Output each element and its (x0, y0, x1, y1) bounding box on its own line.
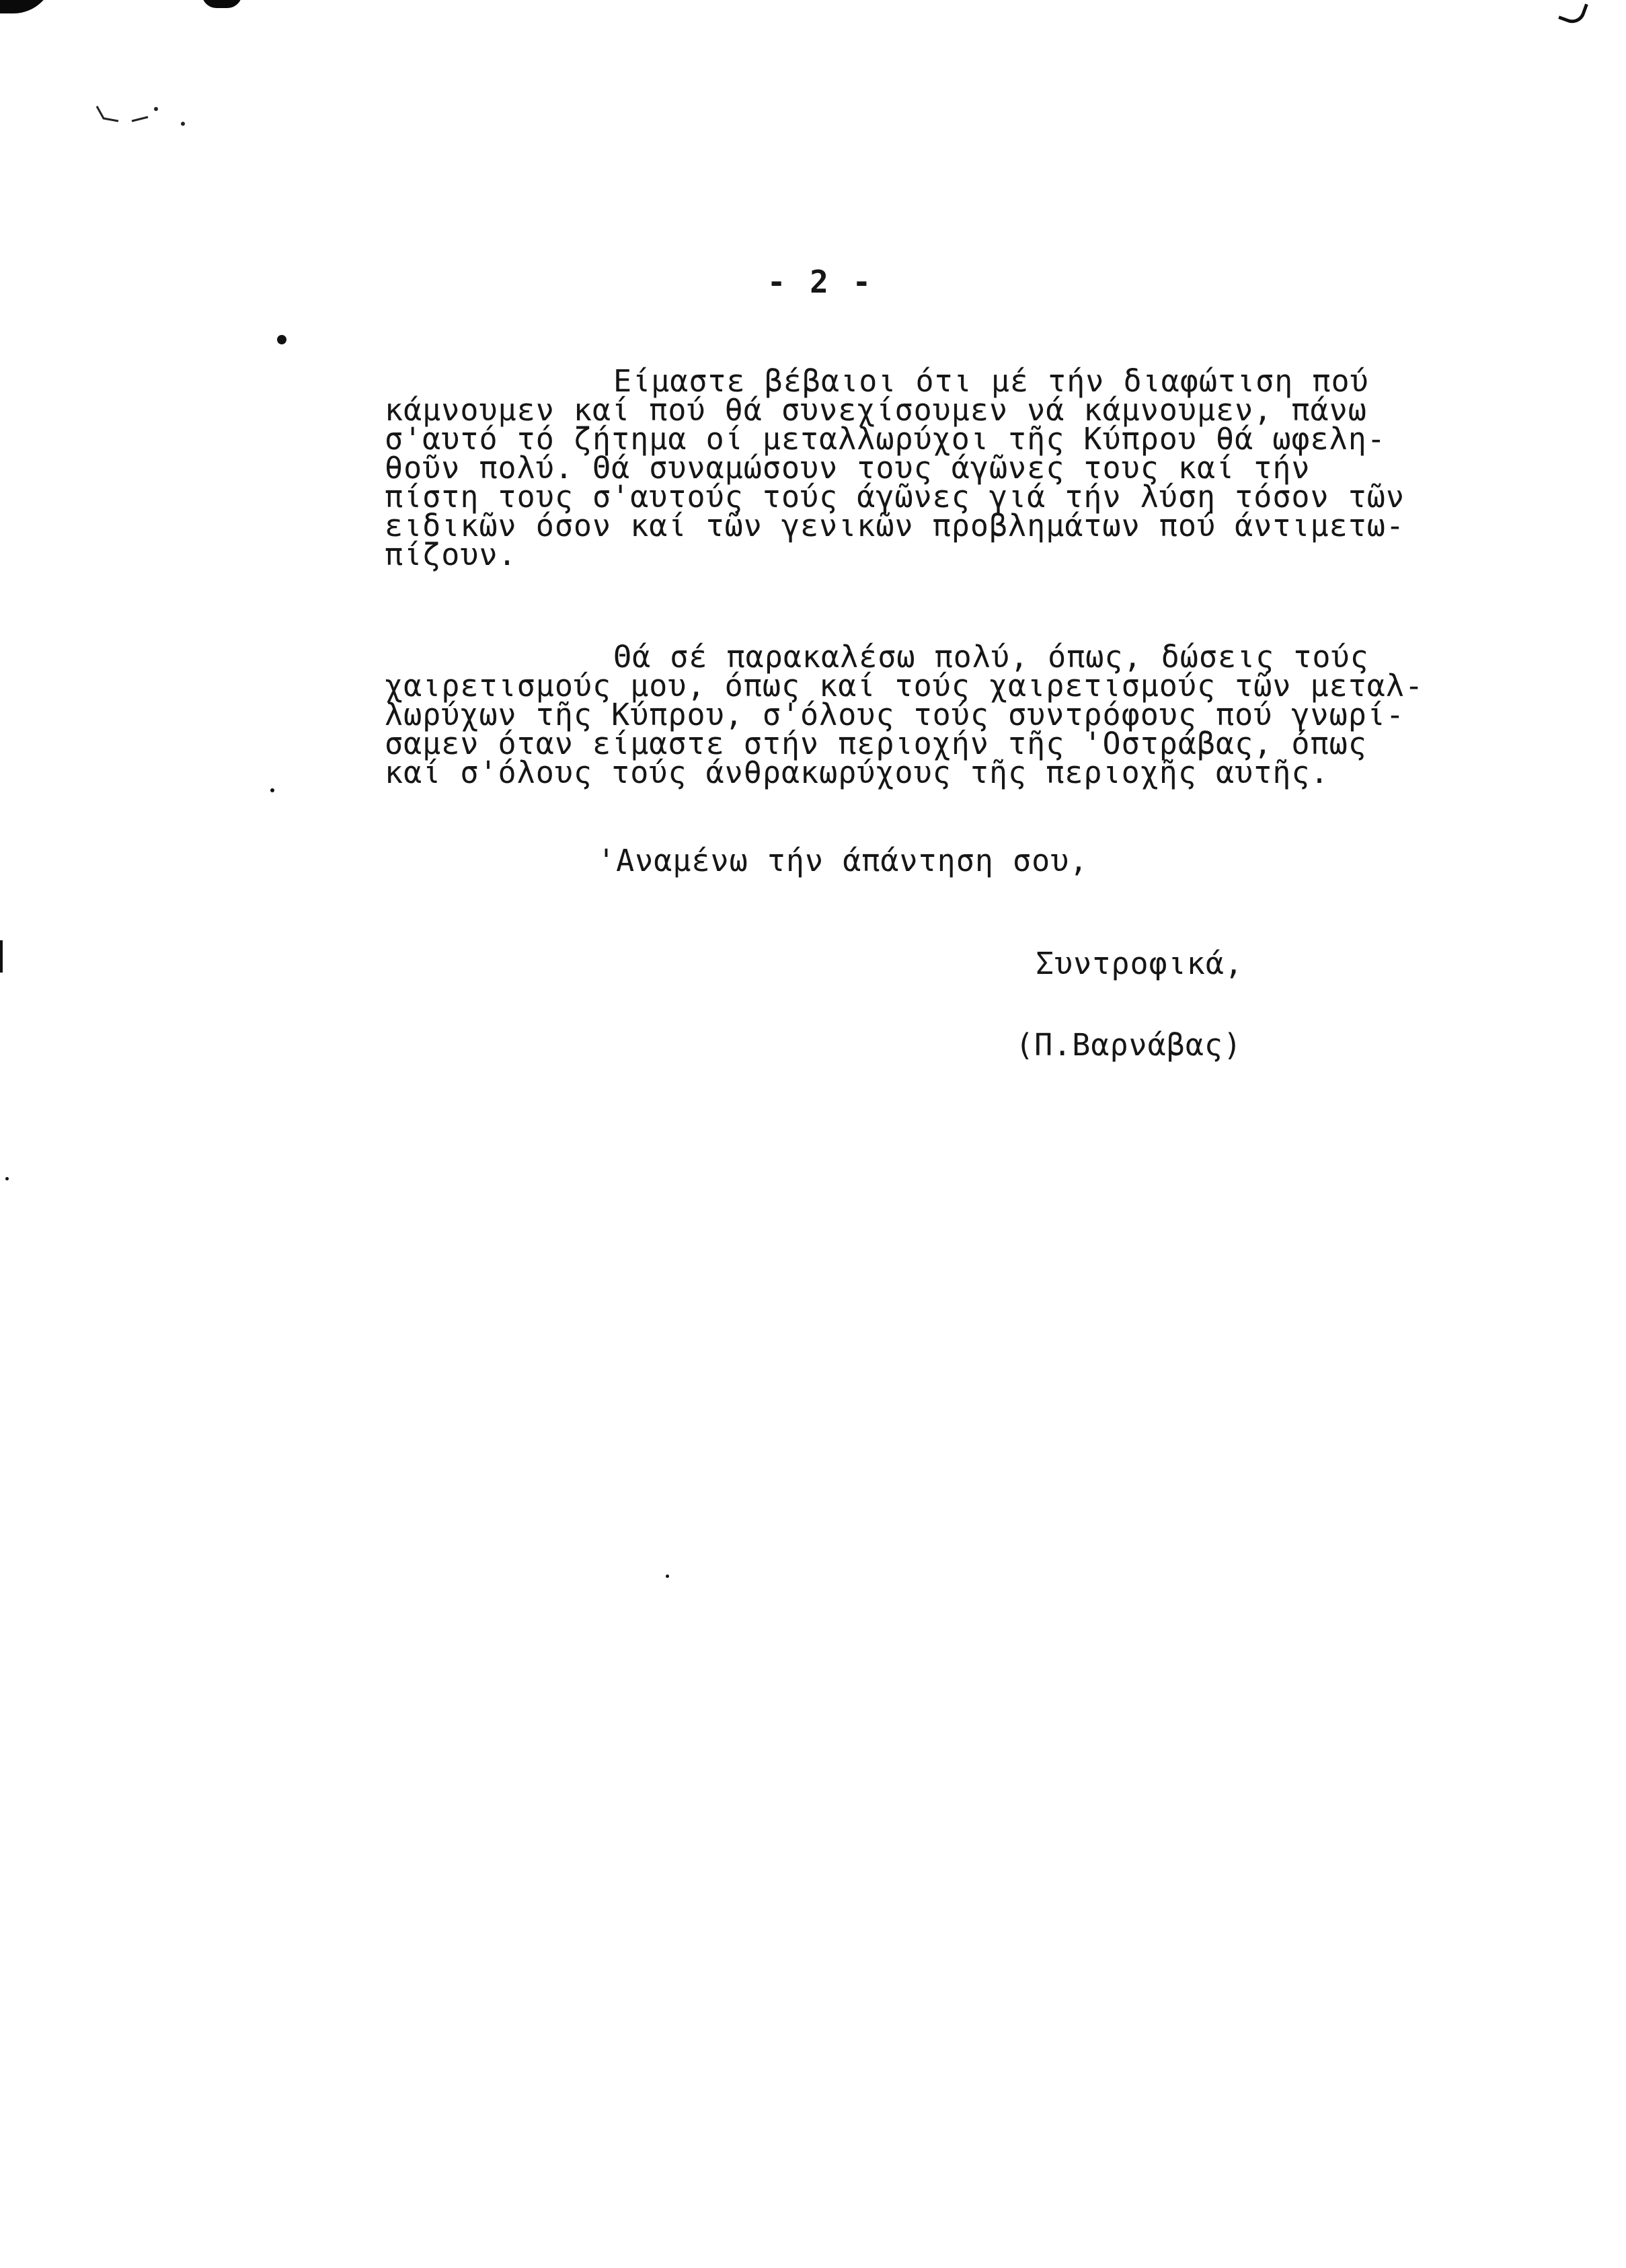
text-line: πίζουν. (385, 537, 517, 572)
closing-request: 'Αναμένω τήν άπάντηση σου, (597, 843, 1089, 878)
sign-off: Συντροφικά, (1036, 946, 1244, 981)
scan-dot (270, 788, 274, 792)
paragraph-2 (385, 639, 1521, 790)
text-line: καί σ'όλους τούς άνθρακωρύχους τῆς περιοχῆς αυτῆς. (385, 755, 1329, 790)
scan-dot (277, 335, 286, 344)
text-line: πίστη τους σ'αυτούς τούς άγῶνες γιά τήν λύση τόσον τῶν (385, 479, 1405, 515)
text-line: λωρύχων τῆς Κύπρου, σ'όλους τούς συντρόφους πού γνωρί- (385, 697, 1405, 732)
scan-mark (1558, 0, 1588, 27)
scan-mark (0, 940, 3, 973)
handwritten-mark (94, 101, 188, 128)
text-line: χαιρετισμούς μου, όπως καί τούς χαιρετισμούς τῶν μεταλ- (385, 668, 1424, 704)
text-line: θοῦν πολύ. Θά συναμώσουν τους άγῶνες τους καί τήν (385, 450, 1311, 486)
scan-dot (5, 1177, 9, 1180)
text-line: κάμνουμεν καί πού θά συνεχίσουμεν νά κάμνουμεν, πάνω (385, 392, 1367, 428)
text-line: σ'αυτό τό ζήτημα οί μεταλλωρύχοι τῆς Κύπρου θά ωφελη- (385, 421, 1386, 457)
scan-blot (0, 0, 54, 13)
scan-blot (202, 0, 242, 8)
text-line: σαμεν όταν είμαστε στήν περιοχήν τῆς 'Οστράβας, όπως (385, 726, 1367, 761)
page-number: - 2 - (767, 264, 874, 300)
text-line: Είμαστε βέβαιοι ότι μέ τήν διαφώτιση πού (613, 363, 1369, 399)
text-line: ειδικῶν όσον καί τῶν γενικῶν προβλημάτων πού άντιμετω- (385, 508, 1405, 543)
paragraph-1 (385, 363, 1521, 572)
scan-dot (666, 1575, 669, 1578)
text-line: Θά σέ παρακαλέσω πολύ, όπως, δώσεις τούς (613, 639, 1369, 675)
signature: (Π.Βαρνάβας) (1015, 1027, 1243, 1063)
